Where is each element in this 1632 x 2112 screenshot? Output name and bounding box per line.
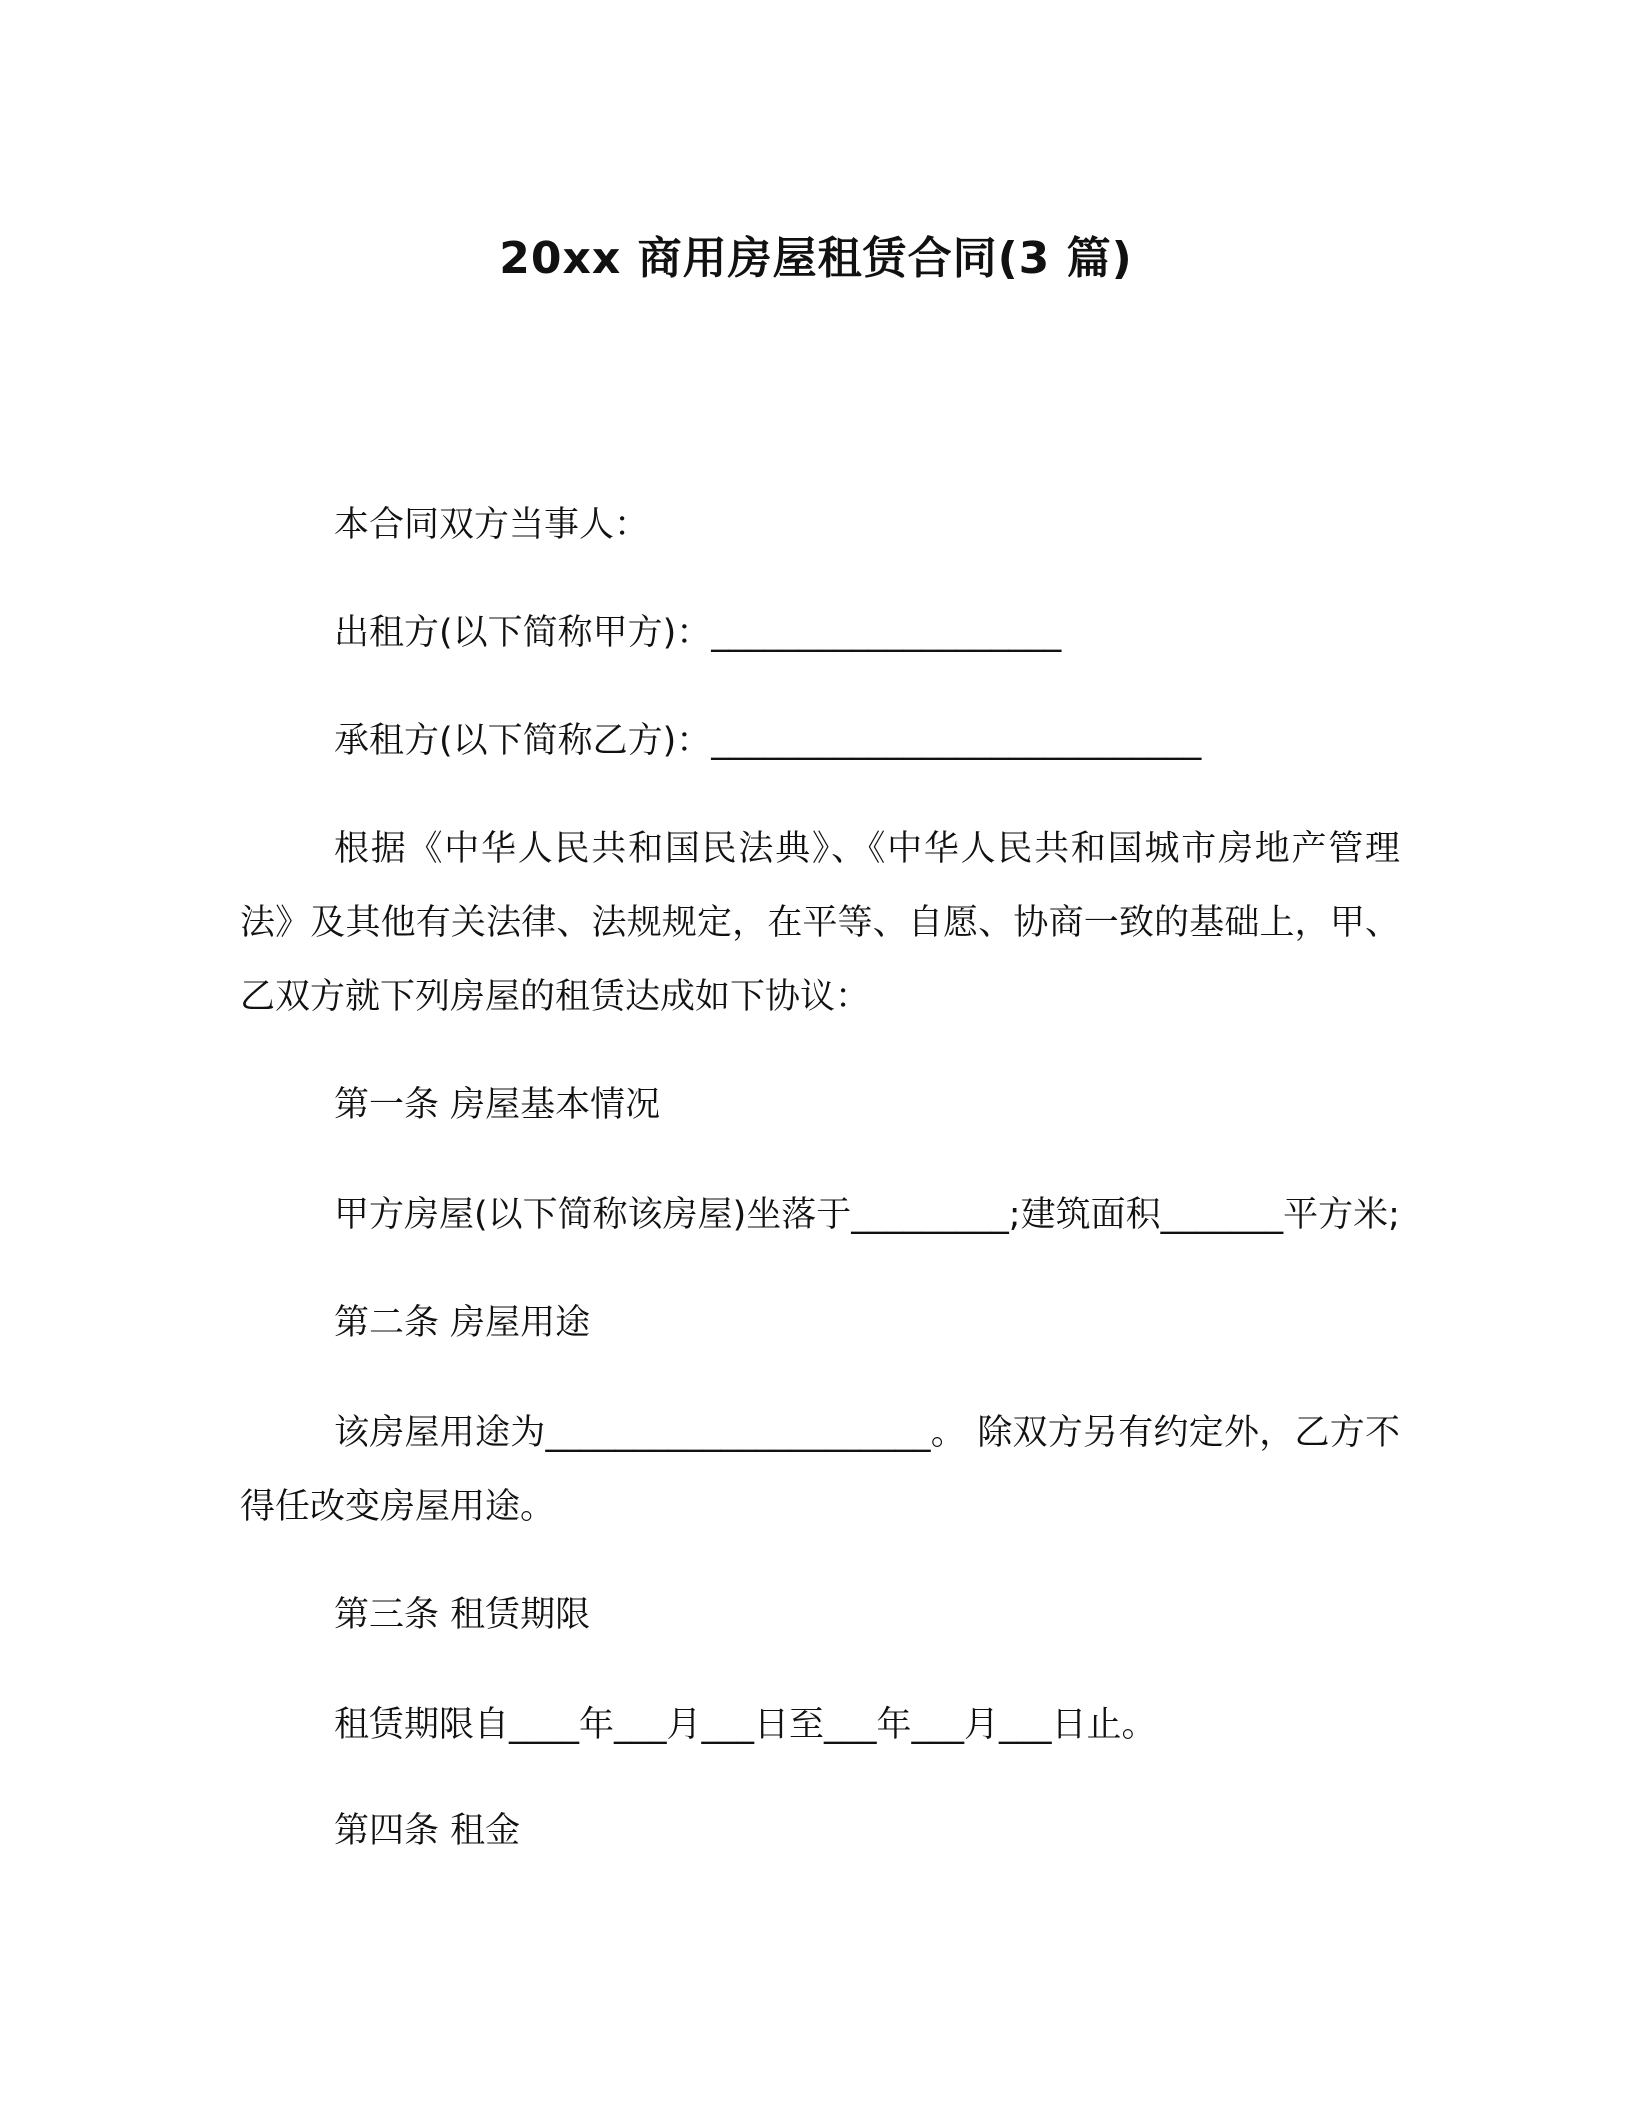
article-2-body: 该房屋用途为______________________。 除双方另有约定外，乙方不得任改变房屋用途。: [240, 1413, 1400, 1527]
article-3-body: 租赁期限自____年___月___日至___年___月___日止。: [334, 1705, 1157, 1745]
document-title: 20xx 商用房屋租赁合同(3 篇): [499, 233, 1133, 284]
legal-basis-paragraph: 根据《中华人民共和国民法典》、《中华人民共和国城市房地产管理法》及其他有关法律、法规规定，在平等、自愿、协商一致的基础上，甲、乙双方就下列房屋的租赁达成如下协议：: [240, 829, 1400, 1017]
article-1-body: 甲方房屋(以下简称该房屋)坐落于_________;建筑面积_______平方米;: [334, 1195, 1400, 1235]
parties-intro: 本合同双方当事人：: [334, 505, 650, 545]
lessor-line: 出租方(以下简称甲方)：____________________: [334, 613, 1062, 653]
article-3-heading: 第三条 租赁期限: [334, 1595, 591, 1635]
article-2-heading: 第二条 房屋用途: [334, 1303, 591, 1343]
document-body: [240, 488, 1400, 1904]
lessee-line: 承租方(以下简称乙方)：____________________________: [334, 721, 1202, 761]
article-4-heading: 第四条 租金: [334, 1811, 521, 1851]
article-1-heading: 第一条 房屋基本情况: [334, 1085, 661, 1125]
